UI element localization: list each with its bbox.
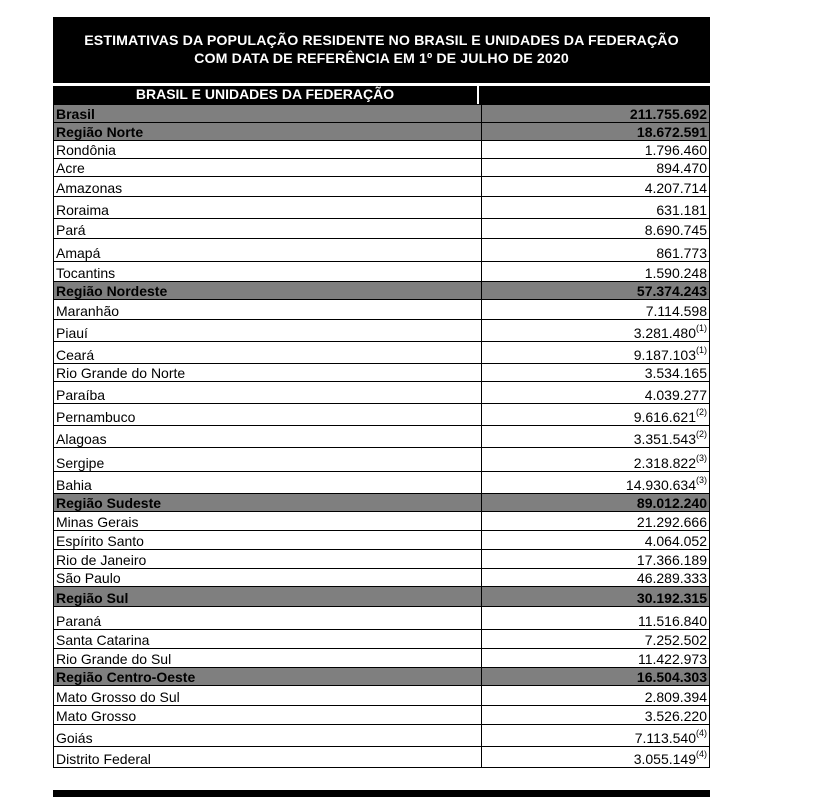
population-value-cell (482, 300, 710, 320)
population-value: 3.055.149 (633, 751, 696, 767)
unit-name-cell: Sergipe (54, 448, 482, 472)
population-value-cell (482, 177, 710, 197)
population-value-cell (482, 219, 710, 239)
population-value-cell (482, 630, 710, 649)
population-value-cell (482, 569, 710, 587)
unit-name-cell: Mato Grosso (54, 706, 482, 725)
footnote-marker: (2) (696, 429, 707, 440)
population-value-cell (482, 426, 710, 448)
unit-name-cell: Região Nordeste (54, 282, 482, 300)
table-row (54, 472, 710, 494)
population-value: 16.504.303 (636, 669, 707, 685)
population-value-cell (482, 747, 710, 768)
population-value-cell (482, 320, 710, 342)
population-value-cell (482, 649, 710, 668)
table-row (54, 649, 710, 668)
population-value-cell (482, 472, 710, 494)
unit-name-cell: Paraíba (54, 382, 482, 404)
table-row (54, 300, 710, 320)
population-value: 3.534.165 (644, 365, 707, 381)
footnote-marker: (2) (696, 407, 707, 418)
population-value-cell (482, 587, 710, 607)
unit-name-cell: Pernambuco (54, 404, 482, 426)
unit-name-cell: Minas Gerais (54, 512, 482, 531)
population-value-cell (482, 531, 710, 550)
population-value: 3.351.543 (633, 431, 696, 447)
population-value-cell (482, 262, 710, 282)
footnote-marker: (4) (696, 728, 707, 739)
population-value-cell (482, 364, 710, 382)
population-value: 21.292.666 (636, 514, 707, 530)
table-row-region (54, 668, 710, 686)
table-row-region (54, 123, 710, 141)
footnote-marker: (3) (696, 453, 707, 464)
unit-name-cell: Rio de Janeiro (54, 550, 482, 569)
unit-name-cell: Bahia (54, 472, 482, 494)
table-row (54, 239, 710, 262)
population-value: 3.526.220 (644, 708, 707, 724)
table-row (54, 607, 710, 630)
population-value: 4.207.714 (644, 180, 707, 196)
population-value-cell (482, 197, 710, 219)
population-value-cell (482, 448, 710, 472)
unit-name-cell: Mato Grosso do Sul (54, 686, 482, 706)
unit-name-cell: Espírito Santo (54, 531, 482, 550)
population-value: 14.930.634 (625, 477, 696, 493)
unit-name-cell: Alagoas (54, 426, 482, 448)
population-value-cell (482, 607, 710, 630)
population-value-cell (482, 404, 710, 426)
unit-name-cell: Rio Grande do Norte (54, 364, 482, 382)
unit-name-cell: Maranhão (54, 300, 482, 320)
table-row (54, 404, 710, 426)
unit-name-cell: Rondônia (54, 141, 482, 159)
population-value: 4.039.277 (644, 387, 707, 403)
population-value-cell (482, 123, 710, 141)
population-value: 57.374.243 (636, 283, 707, 299)
population-value-cell (482, 550, 710, 569)
population-value: 1.796.460 (644, 142, 707, 158)
footnote-marker: (4) (696, 749, 707, 760)
unit-name-cell: São Paulo (54, 569, 482, 587)
population-value: 11.422.973 (637, 651, 707, 667)
header-units-label: BRASIL E UNIDADES DA FEDERAÇÃO (53, 86, 479, 104)
population-value: 46.289.333 (636, 570, 707, 586)
population-value-cell (482, 282, 710, 300)
population-table (53, 104, 710, 768)
unit-name-cell: Pará (54, 219, 482, 239)
unit-name-cell: Tocantins (54, 262, 482, 282)
table-row (54, 512, 710, 531)
table-row (54, 747, 710, 768)
table-row (54, 219, 710, 239)
population-value: 894.470 (656, 160, 707, 176)
table-row-region (54, 587, 710, 607)
population-value-cell (482, 141, 710, 159)
population-value: 861.773 (656, 245, 707, 261)
table-row (54, 262, 710, 282)
population-value-cell (482, 105, 710, 123)
table-row-region (54, 282, 710, 300)
population-value: 18.672.591 (636, 124, 707, 140)
population-value-cell (482, 706, 710, 725)
unit-name-cell: Região Centro-Oeste (54, 668, 482, 686)
unit-name-cell: Amapá (54, 239, 482, 262)
population-value: 11.516.840 (637, 613, 707, 629)
table-row (54, 382, 710, 404)
table-header (53, 85, 710, 104)
unit-name-cell: Brasil (54, 105, 482, 123)
table-row (54, 141, 710, 159)
population-value: 2.318.822 (633, 455, 696, 471)
population-value: 9.187.103 (633, 347, 696, 363)
population-value: 631.181 (656, 202, 707, 218)
population-value-cell (482, 512, 710, 531)
table-row (54, 448, 710, 472)
population-value: 9.616.621 (633, 409, 696, 425)
header-value-label (479, 86, 710, 104)
population-value-cell (482, 494, 710, 512)
footer-bar (53, 790, 710, 797)
table-row-region (54, 494, 710, 512)
unit-name-cell: Goiás (54, 725, 482, 747)
table-row (54, 725, 710, 747)
footnote-marker: (3) (696, 475, 707, 486)
population-value: 7.113.540 (634, 730, 696, 746)
table-row (54, 686, 710, 706)
table-row (54, 531, 710, 550)
population-value-cell (482, 342, 710, 364)
table-row (54, 159, 710, 177)
population-value: 2.809.394 (644, 689, 707, 705)
footnote-marker: (1) (696, 323, 707, 334)
unit-name-cell: Região Sul (54, 587, 482, 607)
population-value: 8.690.745 (644, 222, 707, 238)
table-row (54, 550, 710, 569)
unit-name-cell: Distrito Federal (54, 747, 482, 768)
table-row (54, 177, 710, 197)
table-row (54, 320, 710, 342)
population-value: 211.755.692 (629, 106, 707, 122)
unit-name-cell: Região Sudeste (54, 494, 482, 512)
unit-name-cell: Acre (54, 159, 482, 177)
unit-name-cell: Santa Catarina (54, 630, 482, 649)
population-value-cell (482, 239, 710, 262)
population-value: 7.252.502 (644, 632, 707, 648)
population-value-cell (482, 159, 710, 177)
population-value: 17.366.189 (636, 552, 707, 568)
table-row (54, 426, 710, 448)
table-row (54, 630, 710, 649)
table-row (54, 197, 710, 219)
population-value: 7.114.598 (645, 303, 707, 319)
population-value: 89.012.240 (636, 495, 707, 511)
table-row-region (54, 105, 710, 123)
population-value: 4.064.052 (644, 533, 707, 549)
table-row (54, 569, 710, 587)
population-value-cell (482, 382, 710, 404)
unit-name-cell: Roraima (54, 197, 482, 219)
population-value: 3.281.480 (633, 325, 696, 341)
title-line-2: COM DATA DE REFERÊNCIA EM 1º DE JULHO DE 2020 (194, 51, 569, 67)
title-line-1: ESTIMATIVAS DA POPULAÇÃO RESIDENTE NO BRASIL E UNIDADES DA FEDERAÇÃO (84, 33, 679, 49)
unit-name-cell: Ceará (54, 342, 482, 364)
population-table-document (53, 17, 710, 768)
unit-name-cell: Amazonas (54, 177, 482, 197)
unit-name-cell: Piauí (54, 320, 482, 342)
unit-name-cell: Rio Grande do Sul (54, 649, 482, 668)
footnote-marker: (1) (696, 345, 707, 356)
unit-name-cell: Região Norte (54, 123, 482, 141)
population-value-cell (482, 725, 710, 747)
table-row (54, 342, 710, 364)
population-value-cell (482, 668, 710, 686)
population-value: 30.192.315 (636, 590, 707, 606)
document-title (53, 17, 710, 83)
population-value: 1.590.248 (644, 265, 707, 281)
table-row (54, 364, 710, 382)
population-value-cell (482, 686, 710, 706)
table-row (54, 706, 710, 725)
unit-name-cell: Paraná (54, 607, 482, 630)
